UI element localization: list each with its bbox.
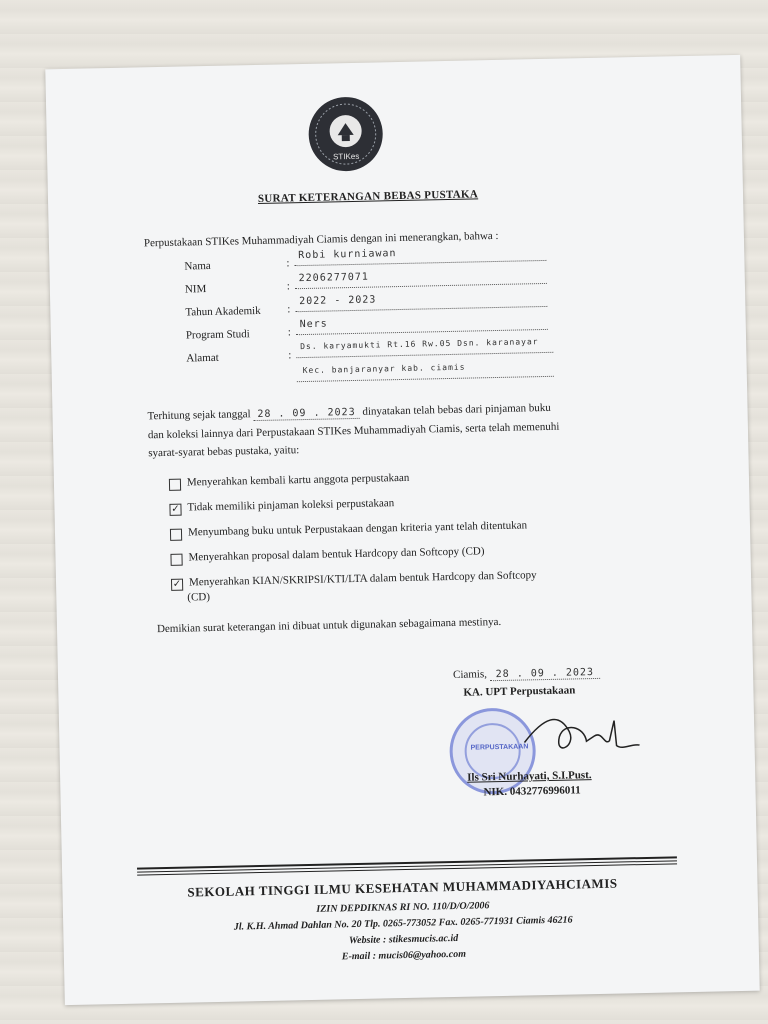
footer-permit: IZIN DEPDIKNAS RI NO. 110/D/O/2006 — [316, 900, 490, 915]
checklist-item — [169, 472, 410, 491]
signature-position: KA. UPT Perpustakaan — [463, 684, 576, 699]
document-title: SURAT KETERANGAN BEBAS PUSTAKA — [257, 188, 479, 205]
signature-date: 28 . 09 . 2023 — [490, 667, 601, 681]
paragraph-prefix: Terhitung sejak tanggal — [147, 408, 251, 423]
field-program-studi: : Ners — [288, 317, 548, 340]
field-nama: : Robi kurniawan — [286, 248, 546, 271]
checklist-item — [171, 569, 537, 591]
field-alamat-line2 — [297, 362, 554, 376]
footer-institution: SEKOLAH TINGGI ILMU KESEHATAN MUHAMMADIYAHCIAMIS — [187, 875, 618, 900]
checklist-item-continuation: (CD) — [187, 591, 211, 604]
checkbox[interactable]: ✓ — [172, 578, 182, 590]
footer-divider — [137, 856, 677, 875]
field-label-prodi: Program Studi — [185, 328, 250, 342]
checkbox[interactable] — [170, 554, 182, 566]
checklist-item-label: Menyerahkan proposal dalam bentuk Hardcopy dan Softcopy (CD) — [188, 545, 485, 564]
checkbox[interactable]: ✓ — [171, 503, 180, 515]
field-label-nim: NIM — [184, 283, 207, 296]
stamp-text: PERPUSTAKAAN — [470, 743, 529, 752]
checklist-item-label: Tidak memiliki pinjaman koleksi perpustakaan — [187, 497, 395, 514]
field-value-nama: Robi kurniawan — [298, 248, 397, 262]
footer-address: Jl. K.H. Ahmad Dahlan No. 20 Tlp. 0265-773052 Fax. 0265-771931 Ciamis 46216 — [233, 914, 573, 933]
checkbox[interactable] — [169, 479, 181, 491]
field-tahun-akademik: : 2022 - 2023 — [287, 294, 547, 317]
checklist-item-label: Menyumbang buku untuk Perpustakaan dengan kriteria yant telah ditentukan — [187, 519, 528, 539]
field-value-alamat: Ds. karyamukti Rt.16 Rw.05 Dsn. karanayar — [300, 337, 539, 352]
signatory-nik: NIK. 0432776996011 — [483, 784, 581, 799]
checkbox[interactable] — [170, 529, 182, 541]
handwritten-signature — [514, 705, 645, 768]
closing-statement: Demikian surat keterangan ini dibuat untuk digunakan sebagaimana mestinya. — [156, 615, 502, 636]
checklist-item-label: Menyerahkan KIAN/SKRIPSI/KTI/LTA dalam bentuk Hardcopy dan Softcopy — [188, 569, 537, 589]
statement-paragraph — [147, 399, 568, 463]
signatory-name: Ils Sri Nurhayati, S.I.Pust. — [467, 769, 592, 784]
institution-logo — [306, 94, 386, 174]
checklist-item — [170, 519, 527, 540]
paragraph-date: 28 . 09 . 2023 — [253, 407, 360, 421]
checklist-item — [169, 497, 394, 516]
document-paper — [45, 55, 759, 1005]
logo-text: STIKes — [332, 151, 360, 162]
field-value-nim: 2206277071 — [298, 271, 370, 285]
signature-place-date — [453, 666, 600, 681]
field-label-alamat: Alamat — [186, 351, 219, 365]
field-value-prodi: Ners — [299, 318, 328, 331]
footer-website: Website : stikesmucis.ac.id — [348, 932, 459, 947]
footer-email: E-mail : mucis06@yahoo.com — [341, 948, 467, 963]
signature-place: Ciamis, — [452, 668, 488, 681]
checklist-item-label: Menyerahkan kembali kartu anggota perpustakaan — [186, 471, 410, 489]
checklist-item — [170, 545, 484, 566]
field-value-alamat-line2: Kec. banjaranyar kab. ciamis — [302, 362, 466, 376]
field-label-tahun: Tahun Akademik — [185, 304, 261, 319]
paragraph-suffix: dinyatakan telah bebas dari pinjaman buku dan koleksi lainnya dari Perpustakaan STIKes Muhammadiyah Ciamis, serta telah memenuhi syarat-syarat bebas pustaka, yaitu: — [147, 401, 560, 460]
field-nim: : 2206277071 — [287, 271, 547, 294]
signature-block — [453, 664, 676, 809]
field-value-tahun: 2022 - 2023 — [299, 294, 377, 308]
field-label-nama: Nama — [184, 259, 211, 273]
intro-text: Perpustakaan STIKes Muhammadiyah Ciamis dengan ini menerangkan, bahwa : — [143, 229, 499, 250]
field-alamat: : Ds. karyamukti Rt.16 Rw.05 Dsn. karanayar — [288, 340, 553, 364]
